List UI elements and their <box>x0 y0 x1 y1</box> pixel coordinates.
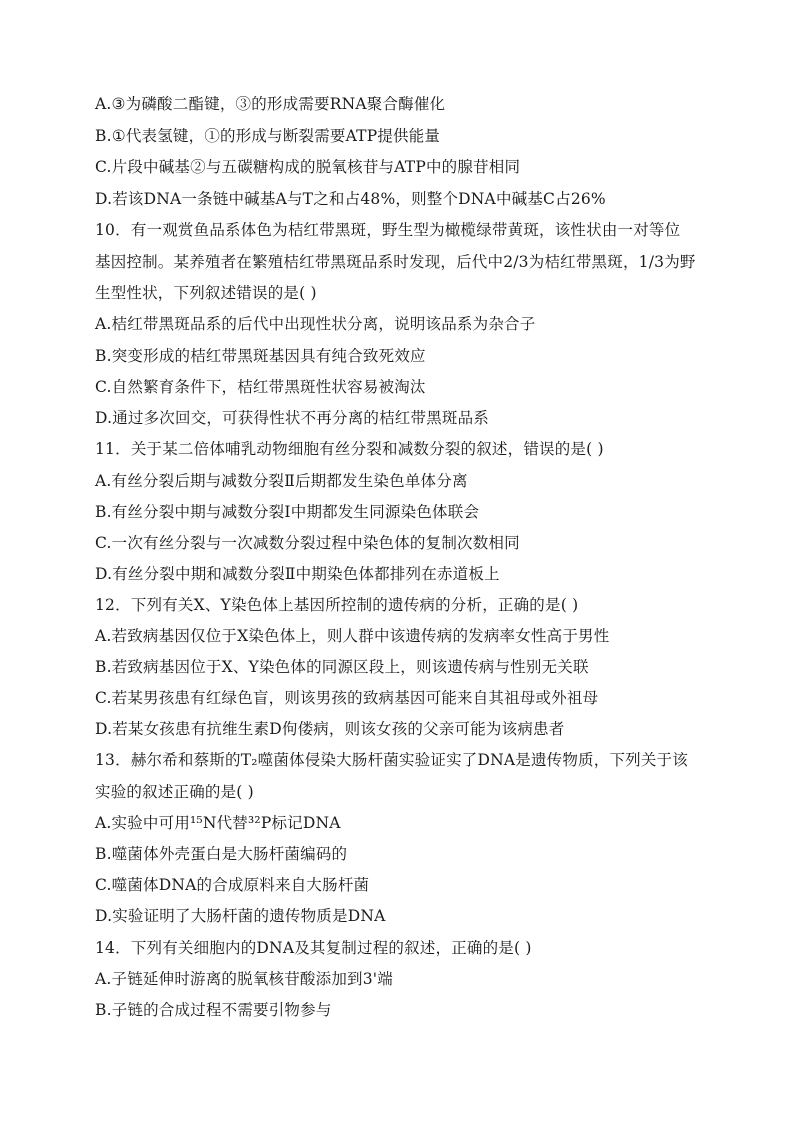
q12-option-c: C.若某男孩患有红绿色盲，则该男孩的致病基因可能来自其祖母或外祖母 <box>95 689 599 707</box>
q14-option-b: B.子链的合成过程不需要引物参与 <box>95 1001 332 1019</box>
q13-stem-line-2: 实验的叙述正确的是( ) <box>95 783 254 801</box>
q13-stem-line-1: 13．赫尔希和蔡斯的T₂噬菌体侵染大肠杆菌实验证实了DNA是遗传物质，下列关于该 <box>95 751 688 769</box>
q11-option-c: C.一次有丝分裂与一次减数分裂过程中染色体的复制次数相同 <box>95 534 520 552</box>
q10-option-c: C.自然繁育条件下，桔红带黑斑性状容易被淘汰 <box>95 378 426 396</box>
q12-option-b: B.若致病基因位于X、Y染色体的同源区段上，则该遗传病与性别无关联 <box>95 658 589 676</box>
q11-option-d: D.有丝分裂中期和减数分裂Ⅱ中期染色体都排列在赤道板上 <box>95 565 500 583</box>
q14-option-a: A.子链延伸时游离的脱氧核苷酸添加到3'端 <box>95 970 393 988</box>
q12-option-d: D.若某女孩患有抗维生素D佝偻病，则该女孩的父亲可能为该病患者 <box>95 720 565 738</box>
q10-option-d: D.通过多次回交，可获得性状不再分离的桔红带黑斑品系 <box>95 409 490 427</box>
q13-option-d: D.实验证明了大肠杆菌的遗传物质是DNA <box>95 907 386 925</box>
q9-option-b: B.①代表氢键，①的形成与断裂需要ATP提供能量 <box>95 127 441 145</box>
q9-option-c: C.片段中碱基②与五碳糖构成的脱氧核苷与ATP中的腺苷相同 <box>95 158 521 176</box>
q10-stem-line-1: 10．有一观赏鱼品系体色为桔红带黑斑，野生型为橄榄绿带黄斑，该性状由一对等位 <box>95 221 681 239</box>
q10-stem-line-2: 基因控制。某养殖者在繁殖桔红带黑斑品系时发现，后代中2/3为桔红带黑斑，1/3为野 <box>95 253 696 271</box>
q10-option-b: B.突变形成的桔红带黑斑基因具有纯合致死效应 <box>95 347 426 365</box>
q13-option-a: A.实验中可用¹⁵N代替³²P标记DNA <box>95 814 341 832</box>
q9-option-d: D.若该DNA一条链中碱基A与T之和占48%，则整个DNA中碱基C占26% <box>95 190 606 208</box>
q10-option-a: A.桔红带黑斑品系的后代中出现性状分离，说明该品系为杂合子 <box>95 315 536 333</box>
q14-stem: 14．下列有关细胞内的DNA及其复制过程的叙述，正确的是( ) <box>95 939 532 957</box>
q13-option-c: C.噬菌体DNA的合成原料来自大肠杆菌 <box>95 876 370 894</box>
q10-stem-line-3: 生型性状，下列叙述错误的是( ) <box>95 284 317 302</box>
q9-option-a: A.③为磷酸二酯键，③的形成需要RNA聚合酶催化 <box>95 95 446 113</box>
q12-option-a: A.若致病基因仅位于X染色体上，则人群中该遗传病的发病率女性高于男性 <box>95 627 610 645</box>
q11-option-a: A.有丝分裂后期与减数分裂Ⅱ后期都发生染色单体分离 <box>95 472 468 490</box>
q12-stem: 12．下列有关X、Y染色体上基因所控制的遗传病的分析，正确的是( ) <box>95 596 579 614</box>
q11-stem: 11．关于某二倍体哺乳动物细胞有丝分裂和减数分裂的叙述，错误的是( ) <box>95 440 604 458</box>
q11-option-b: B.有丝分裂中期与减数分裂Ⅰ中期都发生同源染色体联会 <box>95 503 480 521</box>
q13-option-b: B.噬菌体外壳蛋白是大肠杆菌编码的 <box>95 845 348 863</box>
